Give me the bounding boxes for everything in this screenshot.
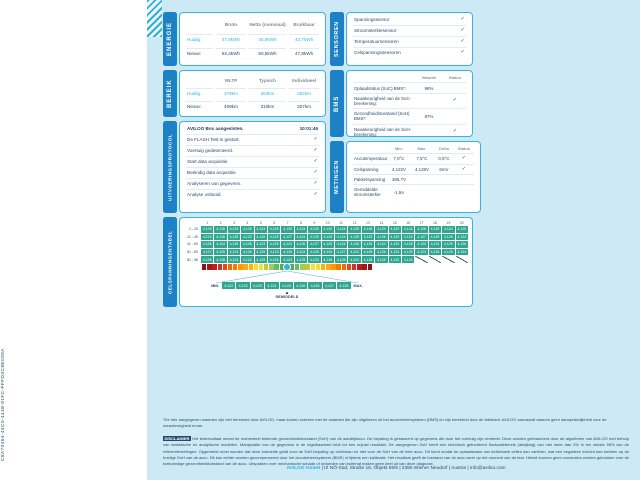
cell-voltage: 4,127 — [417, 234, 426, 239]
metingen-header: Delta — [439, 146, 449, 152]
cell-voltage: 4,126 — [256, 234, 266, 239]
cell-voltage: 4,126 — [269, 257, 279, 262]
bms-header: Status — [448, 75, 462, 81]
row-range-label: 61 - 80 — [187, 250, 198, 255]
protocol-label: De FLASH Test is gestart. — [187, 137, 240, 143]
stat-value: 45,8kWh — [249, 34, 286, 42]
bms-header-row — [353, 73, 466, 83]
protocol-label: Start data acquisitie. — [187, 159, 229, 165]
cell-voltage: 4,125 — [202, 227, 212, 232]
check-icon: ✓ — [460, 27, 465, 34]
cell-voltage: 4,126 — [350, 242, 359, 247]
cell-voltage: 4,125 — [457, 227, 467, 232]
protocol-label: AVILOO Box aangesloten. — [187, 126, 244, 132]
footer-address — [163, 466, 629, 471]
cell-voltage: 4,123 — [417, 242, 426, 247]
column-number: 3 — [233, 221, 235, 225]
cell-voltage: 4,124 — [403, 234, 413, 239]
metingen-table — [353, 144, 474, 199]
protocol-label: Analyseren van gegevens. — [187, 181, 242, 187]
cell-voltage: 4,126 — [323, 257, 333, 262]
legend-voltage-value: 4,126 — [294, 282, 307, 289]
bms-row — [353, 109, 466, 124]
cell-voltage: 4,128 — [363, 257, 373, 262]
stat-value: 50,5kWh — [249, 48, 286, 56]
cell-voltage: 4,125 — [323, 227, 333, 232]
sensor-item — [353, 15, 466, 26]
check-icon: ✓ — [461, 165, 467, 172]
bereik-panel — [163, 70, 326, 117]
cell-voltage: 4,124 — [310, 257, 319, 262]
sensor-item — [353, 26, 466, 37]
cell-voltage: 4,124 — [216, 242, 225, 247]
check-icon: ✓ — [460, 49, 465, 56]
cell-voltage: 4,125 — [444, 242, 453, 247]
cell-voltage: 4,125 — [269, 242, 279, 247]
cell-voltage: 4,126 — [403, 242, 413, 247]
metingen-header: Min. — [394, 146, 403, 152]
average-label-block — [202, 291, 372, 300]
cell-voltage: 4,124 — [457, 234, 467, 239]
bms-label: Nauwkeurigheid van de SoC-berekening: — [354, 95, 412, 106]
cell-voltage: 4,125 — [390, 227, 400, 232]
footer-brand: AVILOO GmbH — [286, 466, 321, 471]
empty-cell-slash — [456, 256, 468, 263]
celspanningen-panel — [163, 217, 473, 307]
cell-voltage: 4,124 — [296, 227, 306, 232]
cell-voltage: 4,125 — [336, 257, 346, 262]
cell-voltage: 4,126 — [377, 250, 386, 255]
average-pointer-icon: ▲ — [284, 289, 290, 295]
metingen-label: Gemiddelde stroomsterkte — [354, 187, 381, 198]
cell-voltage: 4,126 — [243, 250, 252, 255]
bms-panel — [330, 70, 473, 137]
metingen-min: 4,122V — [391, 166, 406, 172]
cell-voltage: 4,125 — [363, 242, 373, 247]
disclaimer-text — [163, 436, 629, 468]
metingen-row — [353, 175, 474, 185]
decorative-stripes — [147, 0, 162, 37]
metingen-delta: 6mV — [439, 166, 449, 172]
cell-voltage: 4,125 — [229, 234, 239, 239]
average-marker-icon — [283, 263, 291, 271]
cell-voltage: 4,125 — [283, 227, 292, 232]
metingen-tab-label: METINGEN — [330, 141, 344, 213]
cell-voltage: 4,125 — [390, 234, 400, 239]
cell-voltage: 4,126 — [310, 227, 319, 232]
cell-voltage: 4,126 — [390, 257, 400, 262]
bereik-tab-label: BEREIK — [163, 70, 177, 117]
column-number: 7 — [286, 221, 289, 225]
legend-voltage-value: 4,124 — [265, 282, 278, 289]
sensor-label: Celspanningssensoren — [354, 50, 401, 56]
metingen-header: Status — [457, 146, 471, 152]
cell-voltage: 4,126 — [444, 234, 453, 239]
stat-value: 310km — [249, 101, 286, 109]
col-header: WLTP — [224, 78, 238, 84]
cell-voltage: 4,127 — [202, 250, 212, 255]
bms-header: Waarde — [421, 75, 437, 81]
row-range-label: 1 - 20 — [189, 227, 198, 232]
col-header: Individueel — [292, 78, 317, 84]
check-icon: ✓ — [313, 180, 318, 187]
document-id: C8A70454-44C0-4448-91FC-FFFD3C8E039A — [1, 348, 6, 462]
row-label: Nieuw: — [186, 101, 213, 109]
average-label: GEMIDDELD — [275, 295, 299, 300]
cell-voltage: 4,125 — [256, 257, 266, 262]
cell-voltage: 4,127 — [336, 250, 346, 255]
cell-voltage: 4,123 — [256, 227, 266, 232]
metingen-row — [353, 154, 474, 164]
metingen-row — [353, 185, 474, 199]
cell-voltage: 4,125 — [444, 250, 453, 255]
bms-label: Oplaadstatus (SoC) BMS*: — [354, 85, 407, 91]
column-number: 19 — [446, 221, 451, 225]
column-number: 17 — [419, 221, 424, 225]
cell-voltage: 4,125 — [310, 234, 319, 239]
protocol-item — [186, 179, 319, 190]
cell-voltage: 4,126 — [430, 250, 440, 255]
sensoren-tab-label: SENSOREN — [330, 12, 344, 66]
cell-voltage: 4,124 — [229, 257, 239, 262]
cell-voltage: 4,124 — [350, 250, 359, 255]
protocol-item — [186, 157, 319, 168]
bereik-table — [186, 74, 319, 113]
metingen-max: 4,128V — [414, 166, 429, 172]
col-header: Bruto — [224, 22, 238, 28]
cell-voltage: 4,125 — [350, 234, 359, 239]
metingen-label: Accutemperatuur — [354, 156, 388, 162]
column-number: 4 — [246, 221, 249, 225]
check-icon: ✓ — [313, 158, 318, 165]
metingen-max: 7,5°C — [416, 156, 428, 162]
cell-voltage: 4,126 — [243, 242, 252, 247]
check-icon: ✓ — [452, 97, 458, 104]
check-icon: ✓ — [313, 191, 318, 198]
max-label: MAX. — [353, 283, 363, 288]
protocol-label: Analyse voltooid. — [187, 192, 222, 198]
cell-voltage: 4,125 — [363, 250, 373, 255]
cell-voltage: 4,124 — [430, 242, 440, 247]
cell-voltage: 4,124 — [390, 250, 400, 255]
cell-voltage: 4,123 — [377, 227, 386, 232]
cell-voltage: 4,126 — [216, 227, 225, 232]
cell-voltage: 4,123 — [256, 242, 266, 247]
sensor-label: Temperatuursensoren — [354, 39, 399, 45]
check-icon: ✓ — [461, 155, 467, 162]
check-icon: ✓ — [452, 128, 458, 135]
voltage-legend — [202, 264, 372, 299]
cell-voltage: 4,124 — [457, 250, 467, 255]
metingen-row — [353, 165, 474, 175]
cell-voltage: 4,124 — [296, 234, 306, 239]
cell-voltage: 4,125 — [296, 257, 306, 262]
column-number: 15 — [392, 221, 397, 225]
cell-voltage: 4,123 — [269, 250, 279, 255]
sensoren-panel — [330, 12, 473, 66]
check-icon: ✓ — [460, 38, 465, 45]
cell-voltage: 4,125 — [243, 227, 252, 232]
min-label: MIN. — [211, 283, 220, 288]
protocol-label: Beëindig data acquisitie. — [187, 170, 237, 176]
protocol-time: 10:01:46 — [299, 126, 318, 132]
sensor-label: Stroomsterktesensor — [354, 28, 397, 34]
cell-voltage: 4,123 — [363, 234, 373, 239]
cell-voltage: 4,125 — [283, 250, 292, 255]
cell-voltage: 4,124 — [403, 257, 413, 262]
column-number: 11 — [339, 221, 343, 225]
check-icon: ✓ — [313, 169, 318, 176]
metingen-min: 395,7V — [391, 177, 406, 183]
column-number: 10 — [325, 221, 330, 225]
row-label: Huidig: — [186, 88, 213, 96]
col-header: Bruikbaar — [293, 22, 315, 28]
column-number: 16 — [406, 221, 411, 225]
stat-value: 282km — [289, 88, 319, 96]
cell-voltage: 4,125 — [256, 250, 266, 255]
legend-voltage-value: 4,128 — [337, 282, 350, 289]
energie-panel — [163, 12, 326, 66]
protocol-tab-label: UITVOERINGSPROTOCOL — [163, 121, 177, 213]
cell-voltage: 4,126 — [216, 234, 225, 239]
cell-voltage: 4,125 — [323, 242, 333, 247]
cell-voltage: 4,123 — [243, 234, 252, 239]
col-header: Typisch — [258, 78, 276, 84]
legend-voltage-value: 4,125 — [280, 282, 293, 289]
stat-value: 47,9kWh — [216, 34, 246, 42]
stat-value: 409km — [216, 101, 246, 109]
sensor-item — [353, 37, 466, 48]
bms-value: 87% — [424, 113, 434, 119]
column-number: 5 — [259, 221, 262, 225]
protocol-item — [186, 124, 319, 135]
footer-rest: | IZ NÖ-Süd, Straße 16, Objekt 69/5 | 2355 Wiener Neudorf | Austria | info@aviloo.com — [320, 466, 506, 471]
check-icon: ✓ — [313, 136, 318, 143]
protocol-item — [186, 168, 319, 179]
bms-label: Gezondheidstoestand (SoH) BMS*: — [354, 111, 410, 122]
column-number: 13 — [366, 221, 370, 225]
bms-tab-label: BMS — [330, 70, 344, 137]
cell-voltage: 4,125 — [377, 257, 386, 262]
legend-voltage-value: 4,126 — [308, 282, 321, 289]
column-number: 12 — [352, 221, 357, 225]
cell-voltage: 4,125 — [430, 227, 440, 232]
legend-connector-lines — [202, 269, 372, 287]
protocol-item — [186, 135, 319, 146]
cell-voltage: 4,126 — [310, 250, 319, 255]
cell-voltage: 4,124 — [336, 234, 346, 239]
column-number: 6 — [273, 221, 276, 225]
check-icon: ✓ — [460, 16, 465, 23]
corner-cell — [184, 221, 200, 225]
column-number: 1 — [206, 221, 209, 225]
cell-voltage: 4,125 — [350, 227, 359, 232]
check-icon: ✓ — [313, 147, 318, 154]
cell-voltage: 4,125 — [390, 242, 400, 247]
cell-voltage-grid — [184, 221, 468, 263]
protocol-item — [186, 146, 319, 157]
legend-voltage-value: 4,122 — [222, 282, 235, 289]
metingen-min: 7,0°C — [393, 156, 405, 162]
cell-voltage: 4,125 — [323, 250, 333, 255]
column-number: 8 — [300, 221, 302, 225]
cell-voltage: 4,126 — [296, 242, 306, 247]
footnote-text: *De hier aangegeven waarden zijn niet berekend door AVILOO, maar komen overeen met de waarden die zijn uitgelezen uit het accubeheersysteem (BMS) en zijn berekend door de fabrikant. AVILOO aanvaardt daarom geen aansprakelijkheid voor de nauwkeurigheid ervan. — [163, 417, 607, 429]
cell-voltage: 4,126 — [216, 257, 225, 262]
stat-value: 284km — [249, 88, 286, 96]
cell-voltage: 4,122 — [243, 257, 252, 262]
cell-voltage: 4,126 — [457, 242, 467, 247]
sensor-label: Spanningssensor — [354, 17, 390, 23]
row-range-label: 21 - 40 — [187, 234, 198, 239]
col-header: Netto (nominaal) — [249, 22, 286, 28]
cell-voltage: 4,127 — [283, 234, 292, 239]
empty-cell-slash — [429, 256, 441, 263]
bms-row — [353, 83, 466, 93]
cell-voltage: 4,124 — [202, 234, 212, 239]
energie-table — [186, 16, 319, 62]
bms-label: Nauwkeurigheid van de SoH-berekening: — [354, 126, 412, 137]
disclaimer-body: Het testresultaat omvat de momenteel bekende gezondheidstoestand (SoH) van de aandrijfaccu. De bepaling is gebaseerd op gegevens die door het voertuig zijn verstrekt. Deze worden geëvalueerd door de algoritmen van AVILOO met behulp van statistische en analytische modellen. Manipulatie van de gegevens in de regelbaarheid leidt tot een onjuist resultaat. De aangegeven SoH heeft een technisch gefundeerd fluctuatiebereik (afwijking) van niet meer dan 3% in ten minste 95% van de referentiemetingen. Opgemerkt moet worden dat deze tolerantie geldt voor de SoH-bepaling op celniveau en niet voor de SoH van de hele accu. Dit komt omdat de oplaadstatus van individuele cellen kan variëren, wat een negatieve invloed kan hebben op de huidige SoH van de accu. Dit kan echter worden gecompenseerd door het accubeheersysteem (BMS) of tijdens een kalibratie. Het resultaat geeft de toestand van de accu weer op het moment van de test. Hieruit kunnen geen conclusies worden getrokken over de toekomstige gezondheidstoestand van de accu. Uitspraken over mechanische schade of invloeden van buitenaf maken geen deel uit van deze diagnose. — [163, 436, 629, 467]
disclaimer-chip: DISCLAIMER — [164, 436, 190, 441]
cell-voltage: 4,124 — [444, 227, 453, 232]
column-number: 2 — [219, 221, 222, 225]
protocol-panel — [163, 121, 326, 213]
cell-voltage: 4,124 — [229, 250, 239, 255]
cell-voltage: 4,125 — [430, 234, 440, 239]
sensor-item — [353, 48, 466, 58]
sensoren-list — [353, 15, 466, 58]
protocol-item — [186, 190, 319, 200]
cell-voltage: 4,124 — [403, 227, 413, 232]
cell-voltage: 4,124 — [283, 242, 292, 247]
legend-voltage-value: 4,123 — [251, 282, 264, 289]
cell-voltage: 4,124 — [229, 227, 239, 232]
column-number: 14 — [379, 221, 384, 225]
column-number: 20 — [459, 221, 464, 225]
metingen-header: Max. — [417, 146, 427, 152]
stat-value: 47,8kWh — [289, 48, 319, 56]
stat-value: 307km — [289, 101, 319, 109]
row-range-label: 41 - 60 — [187, 242, 198, 247]
cell-voltage: 4,125 — [229, 242, 239, 247]
metingen-delta: 0,5°C — [438, 156, 450, 162]
cell-voltage: 4,126 — [269, 227, 279, 232]
cell-voltage: 4,123 — [417, 250, 426, 255]
protocol-list — [186, 124, 319, 200]
metingen-label: Celspanning — [354, 166, 379, 172]
cell-voltage: 4,124 — [350, 257, 359, 262]
cell-voltage: 4,125 — [403, 250, 413, 255]
cell-voltage: 4,125 — [202, 257, 212, 262]
legend-voltage-value: 4,127 — [323, 282, 336, 289]
empty-cell-slash — [415, 256, 427, 263]
cell-voltage: 4,124 — [336, 227, 346, 232]
cell-voltage: 4,125 — [269, 234, 279, 239]
cell-voltage: 4,123 — [283, 257, 292, 262]
metingen-panel — [330, 141, 473, 213]
metingen-header-row — [353, 144, 474, 154]
legend-voltage-value: 4,123 — [236, 282, 249, 289]
energie-tab-label: ENERGIE — [163, 12, 177, 66]
cell-voltage: 4,126 — [417, 227, 426, 232]
cell-voltage: 4,126 — [202, 242, 212, 247]
metingen-label: Pakketspanning — [354, 177, 386, 183]
celspanningen-tab-label: CELSPANNINGENTABEL — [163, 217, 177, 307]
cell-voltage: 4,127 — [310, 242, 319, 247]
cell-voltage: 4,125 — [216, 250, 225, 255]
protocol-label: Voertuig gedetecteerd. — [187, 148, 234, 154]
empty-cell-slash — [442, 256, 454, 263]
metingen-min: -1,9A — [393, 189, 405, 195]
bms-row — [353, 125, 466, 139]
column-number: 9 — [313, 221, 316, 225]
row-label: Nieuw: — [186, 48, 213, 56]
column-number: 18 — [433, 221, 437, 225]
row-range-label: 81 - 96 — [187, 257, 198, 262]
bms-value: 98% — [424, 85, 434, 91]
stat-value: 43,7kWh — [289, 34, 319, 42]
cell-voltage: 4,126 — [363, 227, 373, 232]
cell-voltage: 4,124 — [336, 242, 346, 247]
bms-row — [353, 94, 466, 109]
cell-voltage: 4,124 — [296, 250, 306, 255]
cell-voltage: 4,126 — [377, 234, 386, 239]
cell-voltage: 4,126 — [323, 234, 333, 239]
bms-table — [353, 73, 466, 139]
report-sheet — [1, 0, 640, 480]
stat-value: 376km — [216, 88, 246, 96]
stat-value: 52,4kWh — [216, 48, 246, 56]
row-label: Huidig: — [186, 34, 213, 42]
cell-voltage: 4,124 — [377, 242, 386, 247]
